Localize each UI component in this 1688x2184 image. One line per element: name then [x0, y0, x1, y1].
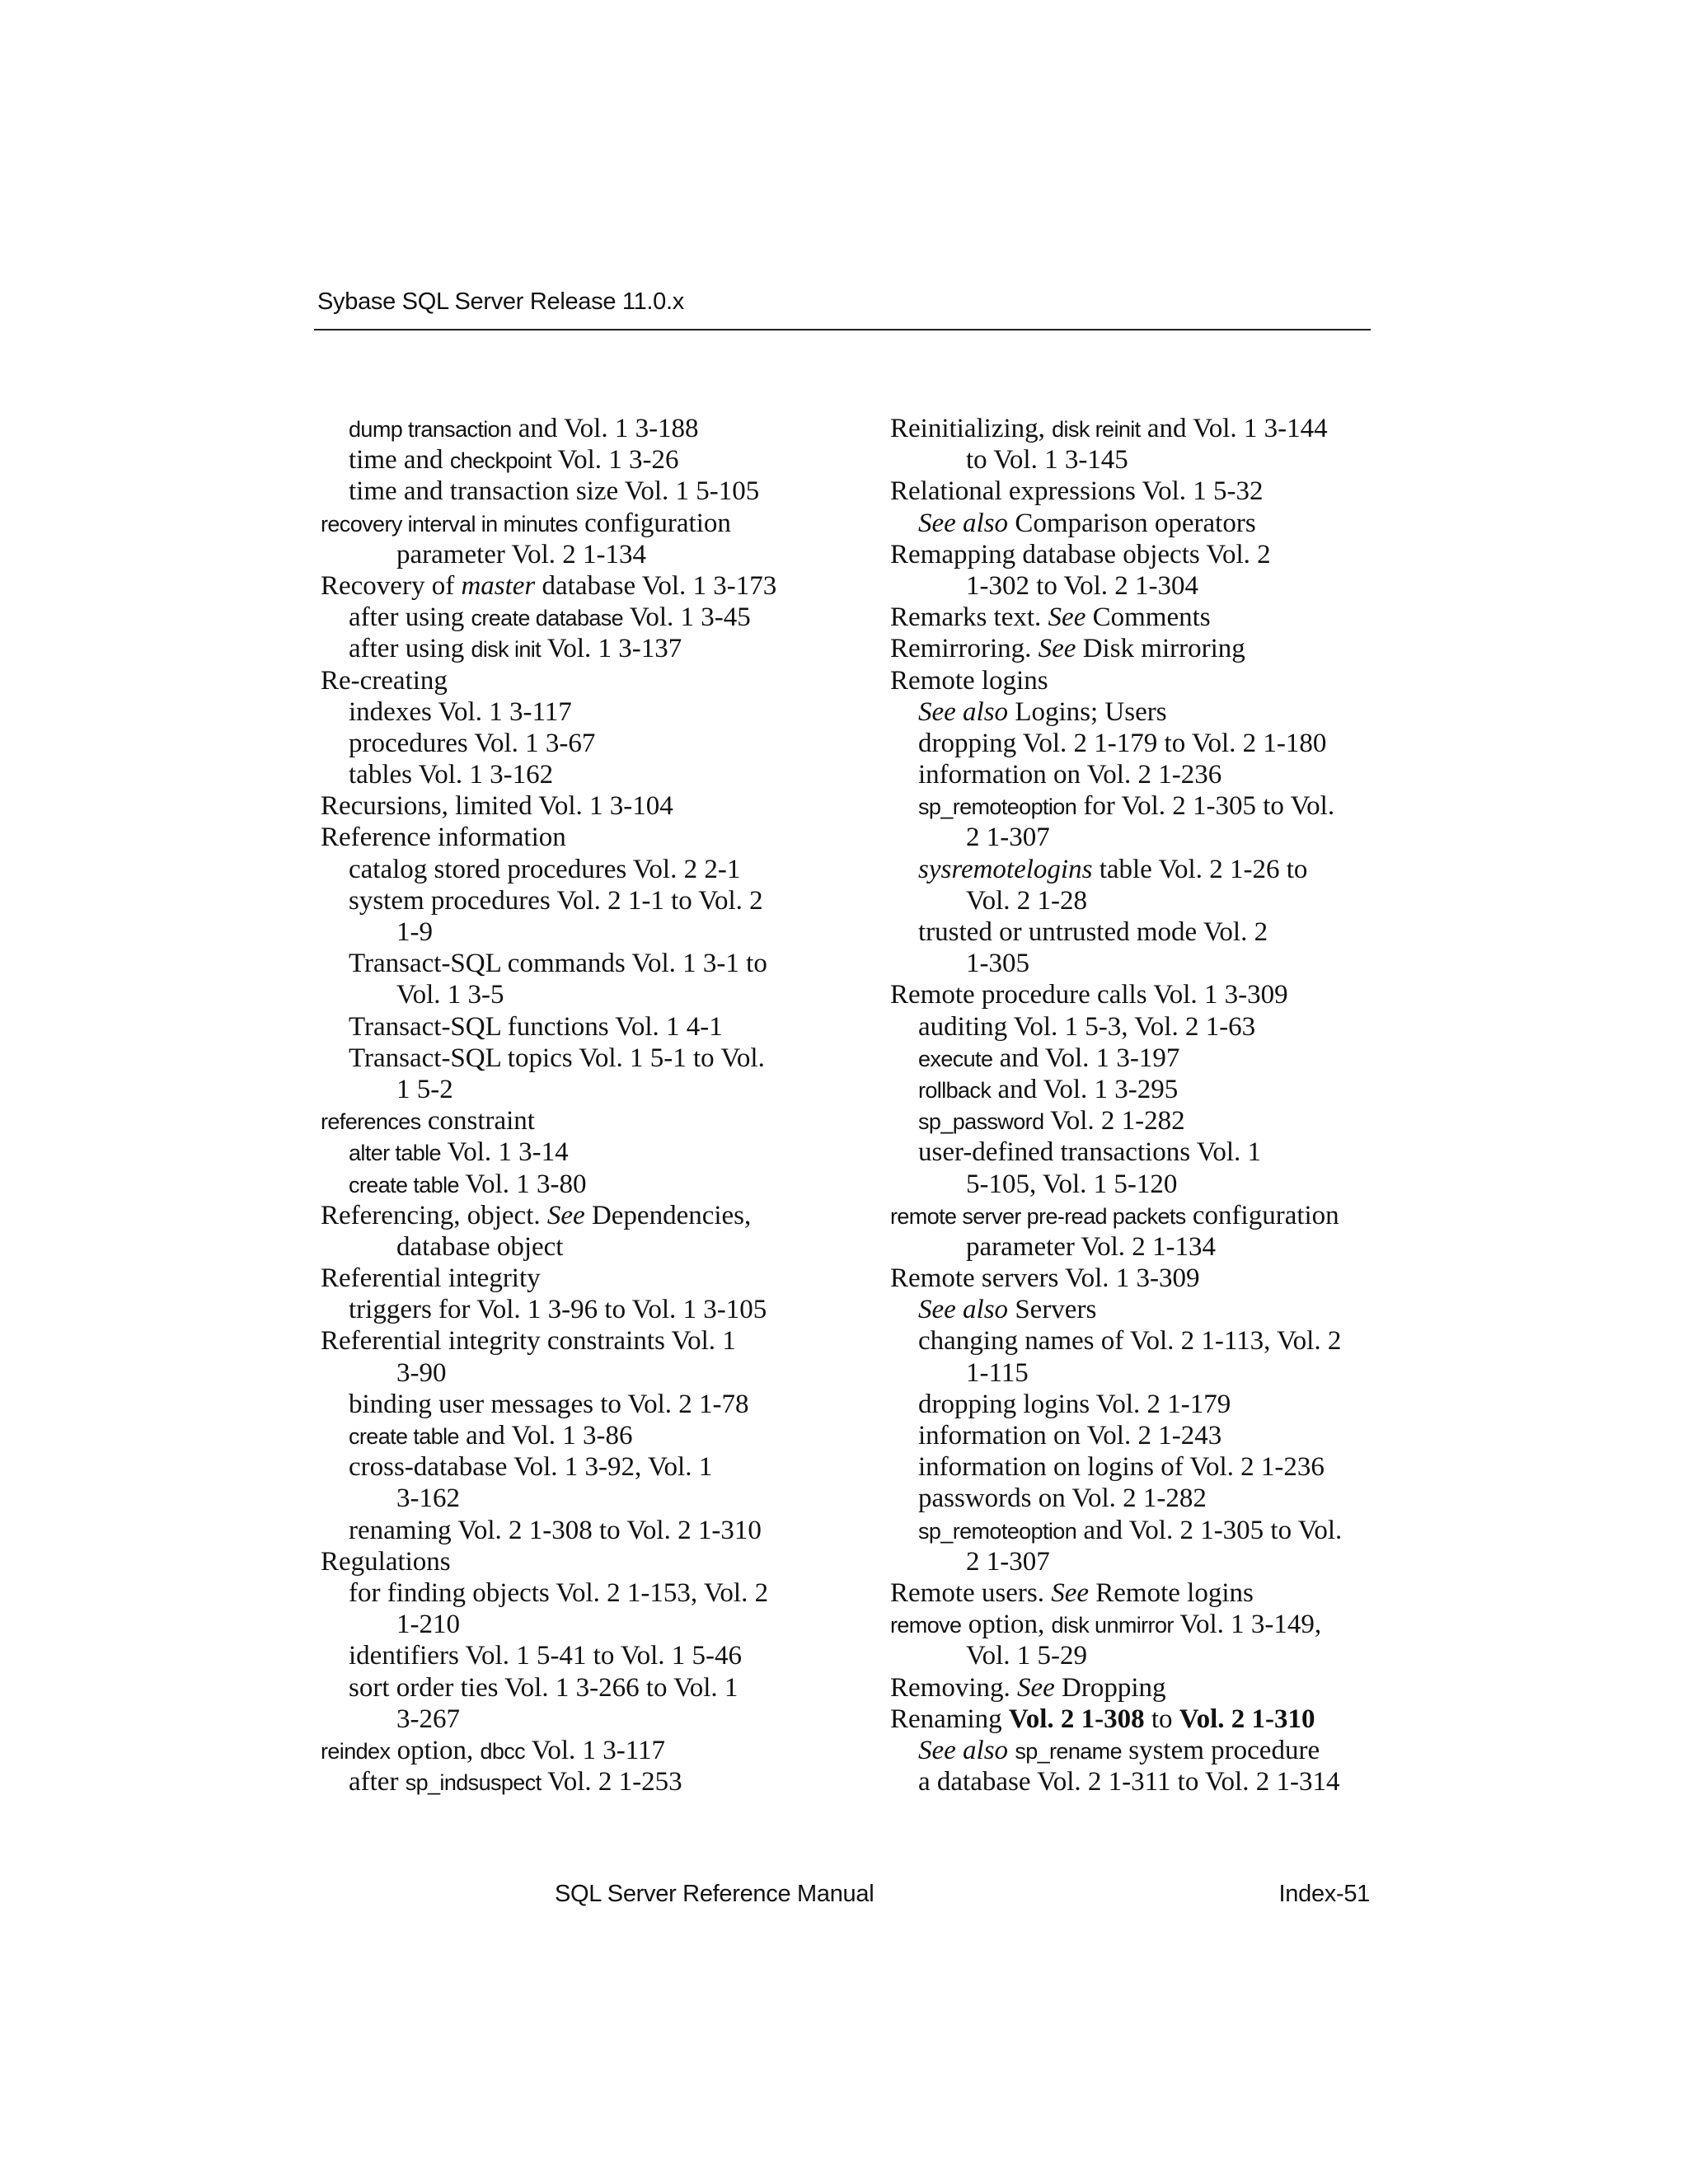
index-subentry	[887, 1483, 1381, 1514]
code-term: execute	[918, 1046, 993, 1071]
entry-text: Reference information	[321, 823, 566, 853]
bold-reference: Vol. 2 1-308	[1008, 1704, 1145, 1734]
index-subentry	[317, 1389, 828, 1420]
entry-text: Vol. 1 3-117	[525, 1735, 666, 1765]
index-subentry	[317, 1074, 828, 1105]
italic-term: sysremotelogins	[918, 854, 1093, 884]
entry-text: constraint	[420, 1106, 535, 1137]
entry-text: and Vol. 1 3-86	[458, 1421, 633, 1451]
index-subentry	[317, 476, 828, 507]
entry-text: after using	[349, 602, 471, 633]
entry-text: Dropping	[1054, 1672, 1166, 1703]
entry-text: dropping logins Vol. 2 1-179	[918, 1389, 1231, 1419]
index-subentry	[887, 508, 1381, 539]
entry-text: Recovery of	[321, 570, 462, 601]
entry-text: 1-302 to Vol. 2 1-304	[966, 570, 1199, 601]
entry-text: Relational expressions Vol. 1 5-32	[890, 476, 1264, 507]
code-term: create database	[471, 606, 624, 631]
footer-manual-title: SQL Server Reference Manual	[555, 1881, 874, 1907]
code-term: disk reinit	[1052, 417, 1141, 442]
entry-text: Referential integrity constraints Vol. 1	[321, 1326, 736, 1357]
entry-text: Transact-SQL topics Vol. 1 5-1 to Vol.	[349, 1043, 765, 1073]
index-entry	[317, 1105, 828, 1137]
index-subentry	[317, 539, 828, 570]
code-term: dump transaction	[349, 417, 512, 442]
entry-text: Reinitializing,	[890, 414, 1053, 443]
entry-text: Remirroring.	[890, 634, 1039, 664]
entry-text: Regulations	[321, 1546, 451, 1577]
entry-text: Vol. 1 3-26	[551, 445, 679, 476]
index-subentry	[887, 1043, 1381, 1074]
entry-text: 1-9	[396, 917, 433, 947]
entry-text: Vol. 1 3-14	[440, 1137, 569, 1168]
index-subentry	[317, 1483, 828, 1514]
entry-text: and Vol. 1 3-144	[1140, 414, 1328, 443]
code-term: recovery interval in minutes	[321, 511, 578, 537]
entry-text: passwords on Vol. 2 1-282	[918, 1483, 1207, 1514]
code-term: disk unmirror	[1051, 1613, 1174, 1638]
entry-text: Vol. 2 1-28	[966, 885, 1087, 916]
code-term: remove	[890, 1613, 962, 1638]
entry-text: Transact-SQL functions Vol. 1 4-1	[349, 1011, 723, 1042]
index-entry	[887, 1200, 1381, 1231]
entry-text: Re-creating	[321, 665, 448, 696]
entry-text: configuration	[1185, 1200, 1339, 1230]
index-entry	[317, 1546, 828, 1577]
entry-text: after using	[349, 634, 471, 664]
italic-term: See	[1038, 634, 1076, 664]
entry-text: user-defined transactions Vol. 1	[918, 1137, 1262, 1168]
entry-text: Vol. 1 3-80	[458, 1169, 587, 1199]
entry-text: triggers for Vol. 1 3-96 to Vol. 1 3-105	[349, 1295, 767, 1325]
index-subentry	[887, 759, 1381, 790]
entry-text: cross-database Vol. 1 3-92, Vol. 1	[349, 1452, 713, 1483]
entry-text: Vol. 1 3-149,	[1173, 1610, 1322, 1640]
index-subentry	[317, 948, 828, 979]
entry-text: catalog stored procedures Vol. 2 2-1	[349, 854, 741, 884]
entry-text: parameter Vol. 2 1-134	[966, 1231, 1217, 1262]
entry-text: binding user messages to Vol. 2 1-78	[349, 1389, 749, 1419]
entry-text: Remapping database objects Vol. 2	[890, 539, 1271, 569]
entry-text: Recursions, limited Vol. 1 3-104	[321, 791, 673, 822]
entry-text: Remote logins	[1089, 1577, 1254, 1608]
entry-text: Remarks text.	[890, 602, 1048, 633]
entry-text: Servers	[1008, 1295, 1097, 1325]
entry-text: Vol. 1 3-5	[396, 980, 504, 1010]
index-subentry	[887, 1389, 1381, 1420]
index-entry	[317, 1325, 828, 1357]
index-entry	[317, 665, 828, 696]
entry-text: to	[1144, 1704, 1179, 1734]
entry-text: identifiers Vol. 1 5-41 to Vol. 1 5-46	[349, 1641, 742, 1671]
index-subentry	[887, 1169, 1381, 1200]
entry-text: 2 1-307	[966, 823, 1050, 853]
entry-text: auditing Vol. 1 5-3, Vol. 2 1-63	[918, 1011, 1256, 1042]
index-subentry	[887, 696, 1381, 728]
entry-text: 1-210	[396, 1610, 460, 1640]
index-entry	[887, 633, 1381, 664]
entry-text: information on Vol. 2 1-236	[918, 760, 1222, 790]
index-entry	[887, 539, 1381, 570]
entry-text: Comparison operators	[1008, 508, 1256, 538]
index-subentry	[887, 1766, 1381, 1797]
entry-text: 1-305	[966, 949, 1029, 979]
index-subentry	[887, 1011, 1381, 1043]
entry-text: Comments	[1085, 602, 1211, 633]
code-term: remote server pre-read packets	[890, 1203, 1186, 1229]
entry-text: and Vol. 1 3-188	[511, 414, 699, 443]
index-subentry	[317, 1043, 828, 1074]
entry-text: for finding objects Vol. 2 1-153, Vol. 2	[349, 1577, 769, 1608]
entry-text: Renaming	[890, 1704, 1009, 1734]
index-entry	[887, 979, 1381, 1010]
entry-text: option,	[390, 1735, 481, 1765]
code-term: checkpoint	[449, 448, 551, 474]
index-subentry	[317, 759, 828, 790]
code-term: sp_rename	[1015, 1738, 1122, 1764]
entry-text: table Vol. 2 1-26 to	[1092, 854, 1308, 884]
entry-text: time and	[349, 445, 450, 476]
index-subentry	[317, 1704, 828, 1735]
entry-text: Remote procedure calls Vol. 1 3-309	[890, 980, 1288, 1010]
header-rule	[314, 329, 1371, 330]
entry-text: dropping Vol. 2 1-179 to Vol. 2 1-180	[918, 728, 1327, 758]
italic-term: See also	[918, 1295, 1009, 1325]
entry-text: 1 5-2	[396, 1074, 453, 1104]
code-term: create table	[349, 1172, 459, 1197]
index-subentry	[317, 1766, 828, 1797]
entry-text: 3-90	[396, 1357, 447, 1388]
code-term: alter table	[349, 1141, 441, 1166]
entry-text: for Vol. 2 1-305 to Vol.	[1076, 791, 1335, 822]
index-entry	[887, 413, 1381, 444]
entry-text: information on Vol. 2 1-243	[918, 1421, 1222, 1451]
entry-text: Remote logins	[890, 665, 1048, 696]
index-subentry	[887, 885, 1381, 916]
index-subentry	[887, 1640, 1381, 1671]
index-subentry	[887, 444, 1381, 476]
entry-text: 2 1-307	[966, 1546, 1050, 1577]
index-subentry	[317, 696, 828, 728]
entry-text: Logins; Users	[1008, 696, 1167, 727]
italic-term: See	[1017, 1672, 1055, 1703]
entry-text: indexes Vol. 1 3-117	[349, 696, 572, 727]
index-column-right	[887, 413, 1381, 1797]
code-term: references	[321, 1109, 421, 1135]
index-subentry	[887, 1357, 1381, 1389]
entry-text: to Vol. 1 3-145	[966, 445, 1128, 476]
entry-text: and Vol. 1 3-197	[992, 1043, 1180, 1073]
index-subentry	[887, 1294, 1381, 1325]
index-subentry	[317, 728, 828, 759]
entry-text: Vol. 1 3-45	[623, 602, 751, 633]
index-subentry	[887, 728, 1381, 759]
entry-text: information on logins of Vol. 2 1-236	[918, 1452, 1325, 1483]
index-subentry	[887, 1420, 1381, 1451]
code-term: sp_remoteoption	[918, 794, 1077, 820]
entry-text: 1-115	[966, 1357, 1029, 1388]
entry-text: 3-162	[396, 1483, 460, 1514]
code-term: sp_indsuspect	[405, 1770, 542, 1796]
index-subentry	[317, 979, 828, 1010]
index-entry	[887, 1672, 1381, 1704]
entry-text: option,	[961, 1610, 1052, 1640]
index-subentry	[317, 633, 828, 664]
entry-text: after	[349, 1767, 406, 1797]
index-subentry	[317, 1640, 828, 1671]
code-term: sp_password	[918, 1109, 1044, 1135]
entry-text: tables Vol. 1 3-162	[349, 760, 554, 790]
entry-text: Vol. 2 1-282	[1043, 1106, 1185, 1137]
index-subentry	[887, 1546, 1381, 1577]
index-entry	[887, 1704, 1381, 1735]
entry-text: system procedures Vol. 2 1-1 to Vol. 2	[349, 885, 763, 916]
entry-text: changing names of Vol. 2 1-113, Vol. 2	[918, 1326, 1342, 1357]
index-subentry	[317, 1169, 828, 1200]
index-entry	[317, 790, 828, 822]
entry-text: and Vol. 1 3-295	[991, 1074, 1179, 1104]
index-subentry	[317, 1357, 828, 1389]
entry-text: system procedure	[1122, 1735, 1320, 1765]
index-subentry	[887, 822, 1381, 853]
entry-text: Vol. 1 5-29	[966, 1641, 1087, 1671]
index-subentry	[887, 570, 1381, 602]
entry-text: Disk mirroring	[1076, 634, 1245, 664]
entry-text: Referential integrity	[321, 1263, 541, 1294]
index-subentry	[887, 1105, 1381, 1137]
index-subentry	[887, 1231, 1381, 1263]
entry-text: renaming Vol. 2 1-308 to Vol. 2 1-310	[349, 1515, 762, 1545]
index-entry	[317, 1263, 828, 1294]
index-subentry	[887, 790, 1381, 822]
entry-text: sort order ties Vol. 1 3-266 to Vol. 1	[349, 1672, 738, 1703]
index-subentry	[887, 1451, 1381, 1483]
entry-text: procedures Vol. 1 3-67	[349, 728, 596, 758]
italic-term: See also	[918, 1735, 1009, 1765]
entry-text: Dependencies,	[584, 1200, 752, 1230]
index-subentry	[317, 854, 828, 885]
index-subentry	[887, 1074, 1381, 1105]
entry-text: Removing.	[890, 1672, 1017, 1703]
running-header: Sybase SQL Server Release 11.0.x	[317, 288, 684, 315]
entry-text: 5-105, Vol. 1 5-120	[966, 1169, 1178, 1199]
code-term: create table	[349, 1424, 459, 1449]
index-subentry	[317, 885, 828, 916]
index-subentry	[317, 1451, 828, 1483]
index-subentry	[887, 854, 1381, 885]
entry-text: parameter Vol. 2 1-134	[396, 539, 647, 569]
index-subentry	[317, 1609, 828, 1640]
entry-text: 3-267	[396, 1704, 460, 1734]
index-subentry	[317, 1672, 828, 1704]
entry-text: Referencing, object.	[321, 1200, 547, 1230]
index-subentry	[317, 1515, 828, 1546]
entry-text: a database Vol. 2 1-311 to Vol. 2 1-314	[918, 1767, 1340, 1797]
italic-term: See	[1048, 602, 1086, 633]
index-subentry	[317, 1231, 828, 1263]
index-entry	[317, 508, 828, 539]
index-subentry	[887, 1735, 1381, 1766]
italic-term: See	[546, 1200, 585, 1230]
index-subentry	[317, 916, 828, 948]
entry-text: and Vol. 2 1-305 to Vol.	[1076, 1515, 1343, 1545]
index-subentry	[887, 948, 1381, 979]
index-subentry	[887, 1137, 1381, 1168]
index-subentry	[317, 1294, 828, 1325]
index-subentry	[317, 1577, 828, 1609]
index-entry	[317, 1200, 828, 1231]
index-subentry	[317, 1137, 828, 1168]
index-subentry	[317, 1420, 828, 1451]
bold-reference: Vol. 2 1-310	[1179, 1704, 1315, 1734]
entry-text: Vol. 2 1-253	[541, 1767, 682, 1797]
entry-text: Remote servers Vol. 1 3-309	[890, 1263, 1200, 1294]
entry-text: Transact-SQL commands Vol. 1 3-1 to	[349, 949, 767, 979]
code-term: rollback	[918, 1077, 992, 1103]
index-entry	[887, 476, 1381, 507]
code-term: disk init	[471, 637, 542, 663]
index-entry	[887, 1263, 1381, 1294]
index-subentry	[887, 1515, 1381, 1546]
entry-text: database Vol. 1 3-173	[535, 570, 777, 601]
index-subentry	[317, 602, 828, 633]
index-subentry	[317, 444, 828, 476]
italic-term: See	[1051, 1577, 1090, 1608]
index-entry	[317, 1735, 828, 1766]
index-entry	[887, 602, 1381, 633]
entry-text: database object	[396, 1231, 564, 1262]
entry-text: time and transaction size Vol. 1 5-105	[349, 476, 760, 507]
italic-term: See also	[918, 696, 1009, 727]
entry-text: Vol. 1 3-137	[541, 634, 682, 664]
code-term: reindex	[321, 1738, 391, 1764]
italic-term: See also	[918, 508, 1009, 538]
index-subentry	[317, 413, 828, 444]
index-entry	[317, 822, 828, 853]
index-column-left	[317, 413, 828, 1797]
italic-term: master	[461, 570, 536, 601]
entry-text: configuration	[577, 508, 731, 538]
index-entry	[317, 570, 828, 602]
code-term: dbcc	[480, 1738, 526, 1764]
index-entry	[887, 665, 1381, 696]
index-subentry	[887, 1325, 1381, 1357]
index-entry	[887, 1609, 1381, 1640]
index-subentry	[317, 1011, 828, 1043]
entry-text: trusted or untrusted mode Vol. 2	[918, 917, 1268, 947]
index-entry	[887, 1577, 1381, 1609]
entry-text: Remote users.	[890, 1577, 1052, 1608]
footer-page-number: Index-51	[1278, 1881, 1370, 1907]
code-term: sp_remoteoption	[918, 1518, 1077, 1544]
index-subentry	[887, 916, 1381, 948]
